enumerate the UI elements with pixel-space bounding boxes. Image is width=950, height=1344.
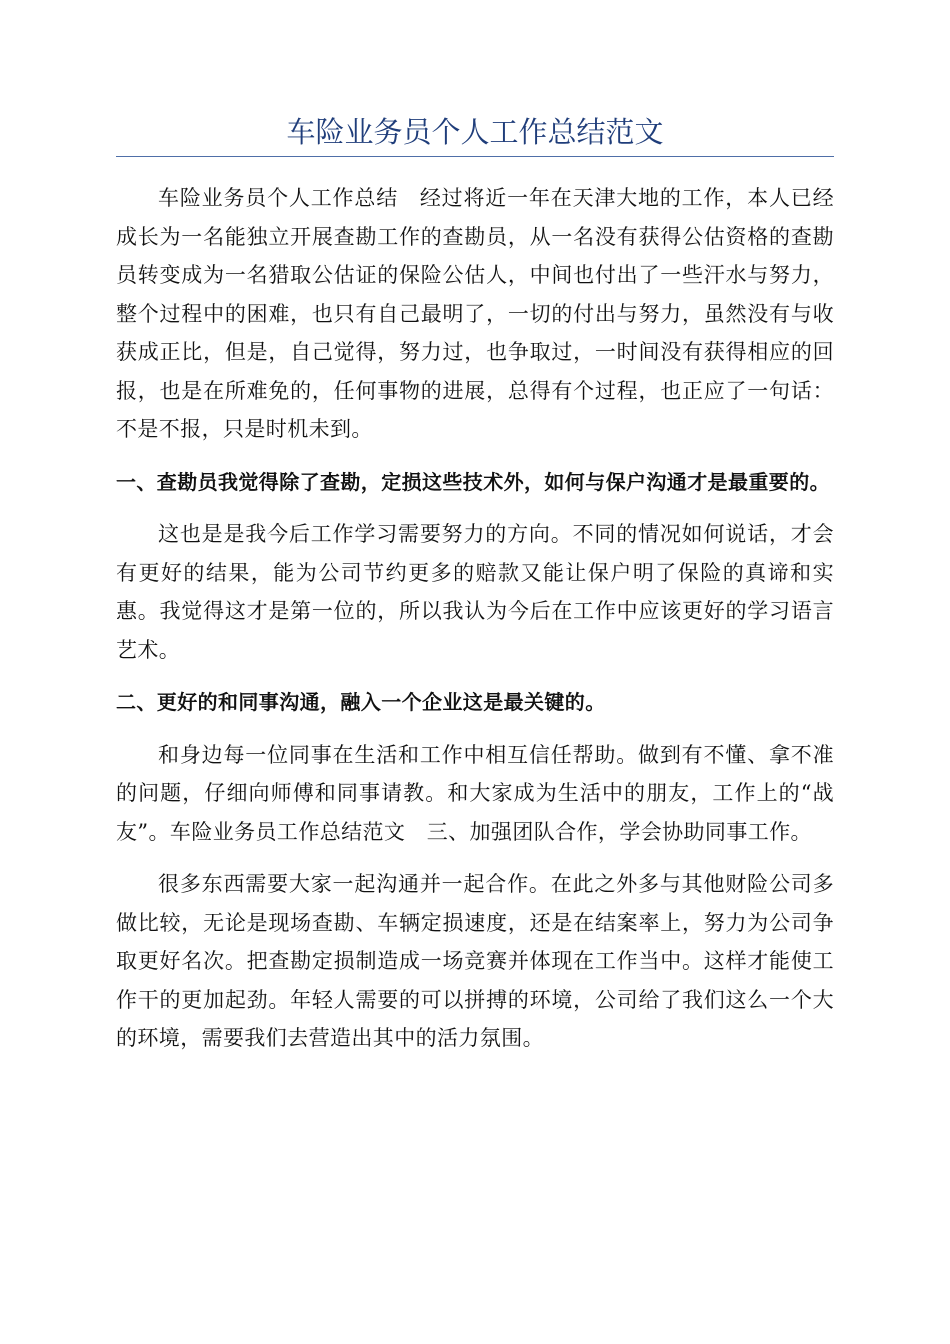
paragraph-section-1: 这也是是我今后工作学习需要努力的方向。不同的情况如何说话，才会有更好的结果，能为公司节约更多的赔款又能让保户明了保险的真谛和实惠。我觉得这才是第一位的，所以我认为今后在工作中应该更好的学习语言艺术。 bbox=[116, 522, 834, 662]
title-underline bbox=[116, 156, 834, 157]
paragraph-section-2: 和身边每一位同事在生活和工作中相互信任帮助。做到有不懂、拿不准的问题，仔细向师傅和同事请教。和大家成为生活中的朋友，工作上的“战友”。车险业务员工作总结范文 三、加强团队合作，学会协助同事工作。 bbox=[116, 742, 834, 844]
document-title: 车险业务员个人工作总结范文 bbox=[286, 115, 664, 149]
section-heading-1: 一、查勘员我觉得除了查勘，定损这些技术外，如何与保户沟通才是最重要的。 bbox=[116, 469, 830, 494]
section-heading-2: 二、更好的和同事沟通，融入一个企业这是最关键的。 bbox=[116, 690, 606, 714]
document-page bbox=[116, 112, 834, 1072]
paragraph-section-3: 很多东西需要大家一起沟通并一起合作。在此之外多与其他财险公司多做比较，无论是现场查勘、车辆定损速度，还是在结案率上，努力为公司争取更好名次。把查勘定损制造成一场竞赛并体现在工作当中。这样才能使工作干的更加起劲。年轻人需要的可以拼搏的环境，公司给了我们这么一个大的环境，需要我们去营造出其中的活力氛围。 bbox=[116, 872, 834, 1050]
paragraph-intro: 车险业务员个人工作总结 经过将近一年在天津大地的工作，本人已经成长为一名能独立开展查勘工作的查勘员，从一名没有获得公估资格的查勘员转变成为一名猎取公估证的保险公估人，中间也付出了一些汗水与努力，整个过程中的困难，也只有自己最明了，一切的付出与努力，虽然没有与收获成正比，但是，自己觉得，努力过，也争取过，一时间没有获得相应的回报，也是在所难免的，任何事物的进展，总得有个过程，也正应了一句话：不是不报，只是时机未到。 bbox=[116, 186, 834, 441]
